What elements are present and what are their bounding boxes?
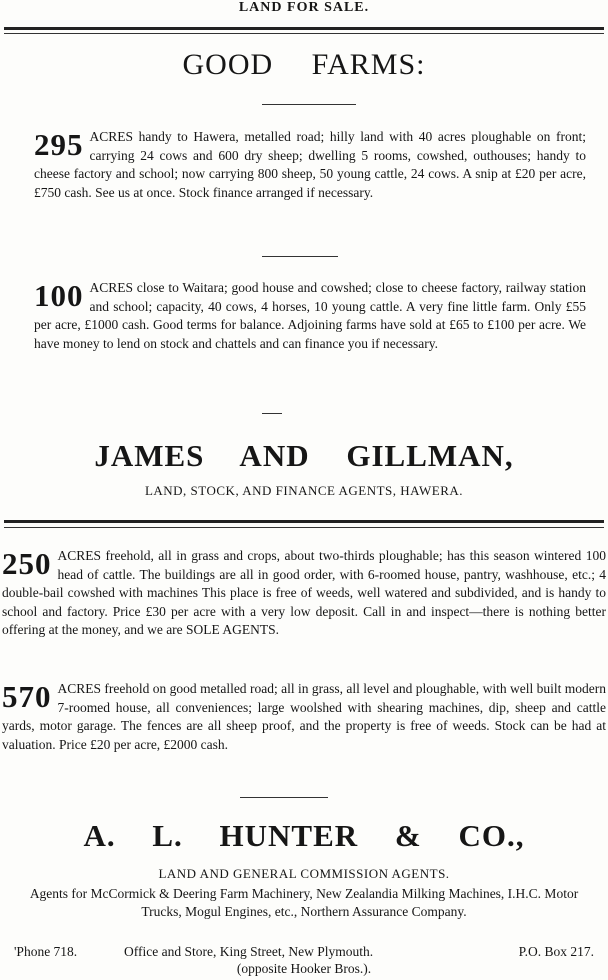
po-box: P.O. Box 217.	[518, 944, 594, 959]
agent-subtitle-james-gillman: LAND, STOCK, AND FINANCE AGENTS, HAWERA.	[144, 483, 464, 498]
phone-number: 'Phone 718.	[14, 944, 78, 959]
office-address: Office and Store, King Street, New Plymouth.	[124, 944, 374, 959]
agent-subtitle-hunter: LAND AND GENERAL COMMISSION AGENTS.	[158, 866, 450, 881]
lot-number: 100	[34, 278, 84, 313]
listing-295	[34, 128, 586, 202]
header-rule	[4, 27, 604, 30]
listing-text: ACRES handy to Hawera, metalled road; hilly land with 40 acres ploughable on front; carrying 24 cows and 600 dry sheep; dwelling 5 rooms, cowshed, outhouses; handy to cheese factory and school; now carrying 800 sheep, 50 young cattle, 24 cows. A snip at £20 per acre, £750 cash. See us at once. Stock finance arranged if necessary.	[34, 129, 586, 200]
listing-text: ACRES freehold, all in grass and crops, about two-thirds ploughable; has this season wintered 100 head of cattle. The buildings are all in good order, with 6-roomed house, pantry, washhouse, etc.; 4 double-bail cowshed with machines This place is free of weeds, well watered and subdivided, and is handy to school and factory. Price £30 per acre with a very low deposit. Call in and inspect—there is nothing better offering at the money, and we are SOLE AGENTS.	[2, 548, 606, 637]
page-title: LAND FOR SALE.	[238, 0, 370, 15]
listing-100	[34, 279, 586, 353]
divider	[262, 256, 338, 257]
listing-570	[2, 680, 606, 754]
lot-number: 295	[34, 127, 84, 162]
header-rule-thin	[4, 33, 604, 34]
section-rule-thin	[4, 527, 604, 528]
agents-for-text: Agents for McCormick & Deering Farm Machinery, New Zealandia Milking Machines, I.H.C. Motor Trucks, Mogul Engines, etc., Northern Assurance Company.	[29, 886, 579, 919]
listing-text: ACRES close to Waitara; good house and cowshed; close to cheese factory, railway station and school; capacity, 40 cows, 4 horses, 10 young cattle. A very fine little farm. Only £55 per acre, £1000 cash. Good terms for balance. Adjoining farms have sold at £65 to £100 per acre. We have money to lend on stock and chattels and can finance you if necessary.	[34, 280, 586, 351]
agent-name-hunter: A. L. HUNTER & CO.,	[83, 818, 525, 853]
divider	[262, 104, 356, 105]
listing-250	[2, 547, 606, 640]
agent-name-james-gillman: JAMES AND GILLMAN,	[94, 438, 514, 473]
section-heading-good-farms: GOOD FARMS:	[182, 48, 426, 81]
divider	[262, 413, 282, 414]
section-rule	[4, 520, 604, 523]
contact-row	[14, 943, 602, 961]
divider	[240, 797, 328, 798]
lot-number: 250	[2, 546, 52, 581]
lot-number: 570	[2, 679, 52, 714]
opposite-note: (opposite Hooker Bros.).	[236, 961, 372, 976]
listing-text: ACRES freehold on good metalled road; all in grass, all level and ploughable, with well built modern 7-roomed house, all conveniences; large woolshed with shearing machines, dip, sheep and cattle yards, motor garage. The fences are all sheep proof, and the property is free of weeds. Stock can be had at valuation. Price £20 per acre, £2000 cash.	[2, 681, 606, 752]
